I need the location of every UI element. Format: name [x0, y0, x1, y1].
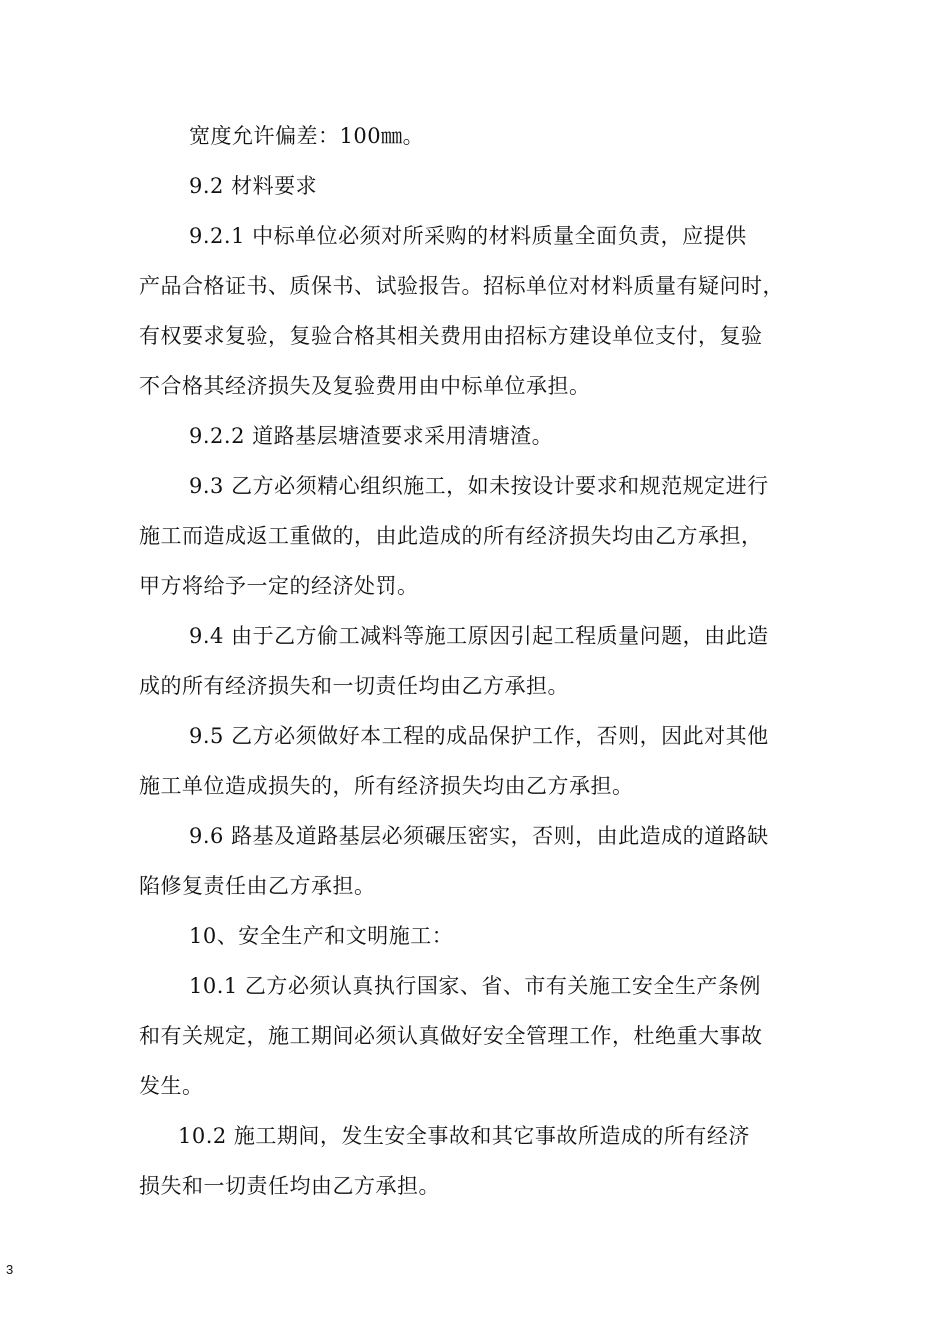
text-line: 施工而造成返工重做的，由此造成的所有经济损失均由乙方承担，: [139, 524, 763, 548]
page-number: 3: [6, 1262, 14, 1277]
text-line: 发生。: [139, 1074, 204, 1098]
text-line: 产品合格证书、质保书、试验报告。招标单位对材料质量有疑问时，: [139, 274, 784, 298]
text-line: 甲方将给予一定的经济处罚。: [139, 574, 419, 598]
text-line: 陷修复责任由乙方承担。: [139, 874, 376, 898]
text-line: 9.6 路基及道路基层必须碾压密实，否则，由此造成的道路缺: [189, 824, 769, 848]
text-line: 成的所有经济损失和一切责任均由乙方承担。: [139, 674, 569, 698]
text-line: 9.3 乙方必须精心组织施工，如未按设计要求和规范规定进行: [189, 474, 769, 498]
text-line: 9.2.1 中标单位必须对所采购的材料质量全面负责，应提供: [189, 224, 747, 248]
text-line: 不合格其经济损失及复验费用由中标单位承担。: [139, 374, 591, 398]
text-line: 10.2 施工期间，发生安全事故和其它事故所造成的所有经济: [178, 1124, 750, 1148]
text-line: 有权要求复验，复验合格其相关费用由招标方建设单位支付，复验: [139, 324, 763, 348]
text-line: 9.4 由于乙方偷工减料等施工原因引起工程质量问题，由此造: [189, 624, 769, 648]
text-line: 9.5 乙方必须做好本工程的成品保护工作，否则，因此对其他: [189, 724, 769, 748]
section-heading: 10、安全生产和文明施工：: [189, 924, 454, 948]
text-line: 和有关规定，施工期间必须认真做好安全管理工作，杜绝重大事故: [139, 1024, 763, 1048]
text-line: 施工单位造成损失的，所有经济损失均由乙方承担。: [139, 774, 634, 798]
text-line: 宽度允许偏差：100㎜。: [189, 124, 425, 148]
text-line: 10.1 乙方必须认真执行国家、省、市有关施工安全生产条例: [189, 974, 761, 998]
text-line: 9.2.2 道路基层塘渣要求采用清塘渣。: [189, 424, 554, 448]
text-line: 损失和一切责任均由乙方承担。: [139, 1174, 440, 1198]
section-heading: 9.2 材料要求: [189, 174, 318, 198]
